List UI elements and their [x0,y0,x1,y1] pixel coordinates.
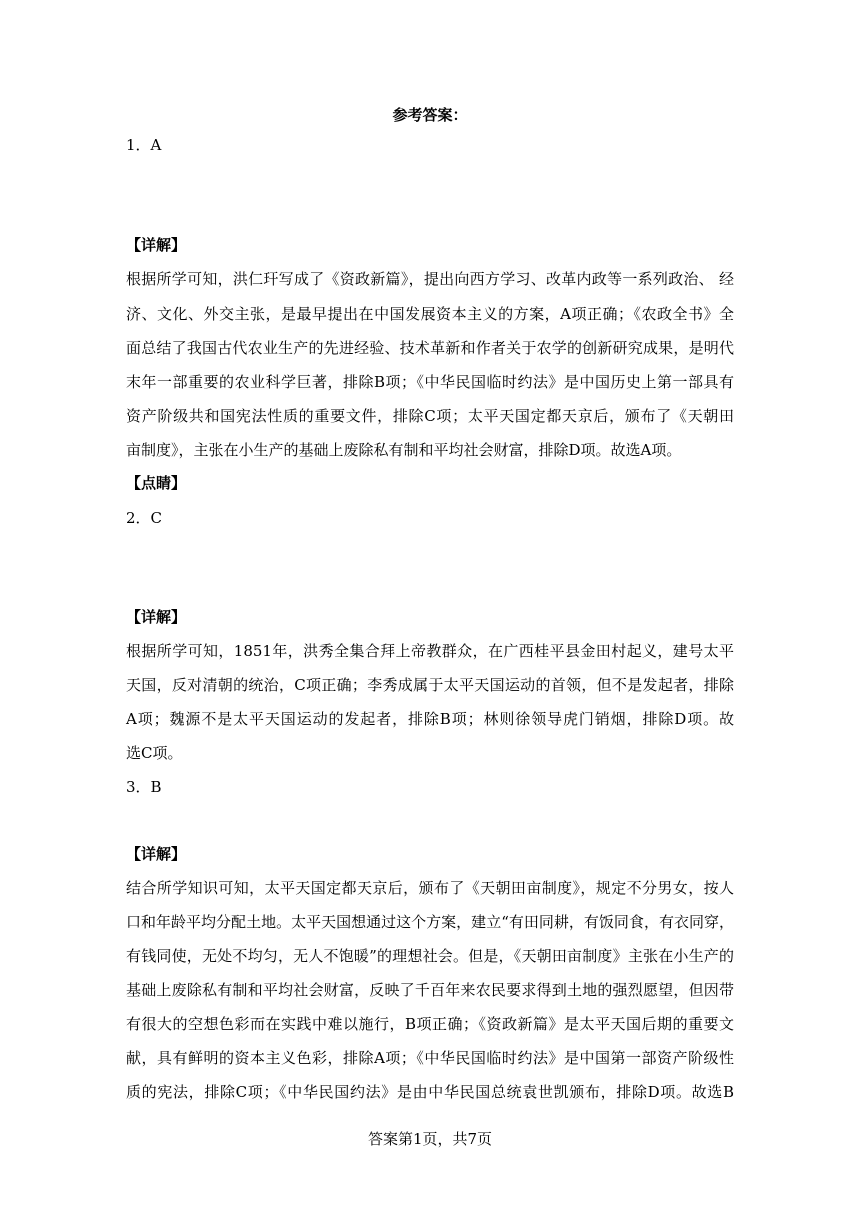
q1-answer: 1．A [126,136,162,154]
q1-line-4: 末年一部重要的农业科学巨著，排除B项；《中华民国临时约法》是中国历史上第一部具有 [126,373,734,391]
q3-line-2: 口和年龄平均分配土地。太平天国想通过这个方案，建立“有田同耕，有饭同食，有衣同穿， [126,913,734,931]
q2-line-2: 天国，反对清朝的统治，C项正确；李秀成属于太平天国运动的首领，但不是发起者，排除 [126,676,734,694]
q3-answer: 3．B [126,778,162,796]
q3-detail-heading: 【详解】 [126,845,187,863]
q3-line-1: 结合所学知识可知，太平天国定都天京后，颁布了《天朝田亩制度》，规定不分男女，按人 [126,879,734,897]
q3-line-5: 有很大的空想色彩而在实践中难以施行，B项正确；《资政新篇》是太平天国后期的重要文 [126,1015,734,1033]
q1-line-2: 济、文化、外交主张，是最早提出在中国发展资本主义的方案，A项正确；《农政全书》全 [126,305,734,323]
q2-line-3: A项；魏源不是太平天国运动的发起者，排除B项；林则徐领导虎门销烟，排除D项。故 [126,710,734,728]
page-footer: 答案第1页，共7页 [367,1130,493,1148]
q1-detail-heading: 【详解】 [126,236,187,254]
q2-line-4: 选C项。 [126,744,183,762]
q3-line-4: 基础上废除私有制和平均社会财富，反映了千百年来农民要求得到土地的强烈愿望，但因带 [126,981,734,999]
q3-line-7: 质的宪法，排除C项；《中华民国约法》是由中华民国总统袁世凯颁布，排除D项。故选B [126,1083,734,1101]
q1-comment-heading: 【点睛】 [126,474,187,492]
q2-detail-heading: 【详解】 [126,608,187,626]
q3-line-6: 献，具有鲜明的资本主义色彩，排除A项；《中华民国临时约法》是中国第一部资产阶级性 [126,1049,734,1067]
q3-line-3: 有钱同使，无处不均匀，无人不饱暖”的理想社会。但是，《天朝田亩制度》主张在小生产的 [126,947,734,965]
q2-answer: 2．C [126,509,163,527]
page-title: 参考答案： [392,106,468,124]
q1-line-1: 根据所学可知，洪仁玕写成了《资政新篇》，提出向西方学习、改革内政等一系列政治、 经 [126,270,734,288]
q2-line-1: 根据所学可知，1851年，洪秀全集合拜上帝教群众，在广西桂平县金田村起义，建号太平 [126,642,734,660]
q1-line-6: 亩制度》，主张在小生产的基础上废除私有制和平均社会财富，排除D项。故选A项。 [126,441,682,459]
q1-line-3: 面总结了我国古代农业生产的先进经验、技术革新和作者关于农学的创新研究成果，是明代 [126,339,734,357]
q1-line-5: 资产阶级共和国宪法性质的重要文件，排除C项；太平天国定都天京后，颁布了《天朝田 [126,407,734,425]
